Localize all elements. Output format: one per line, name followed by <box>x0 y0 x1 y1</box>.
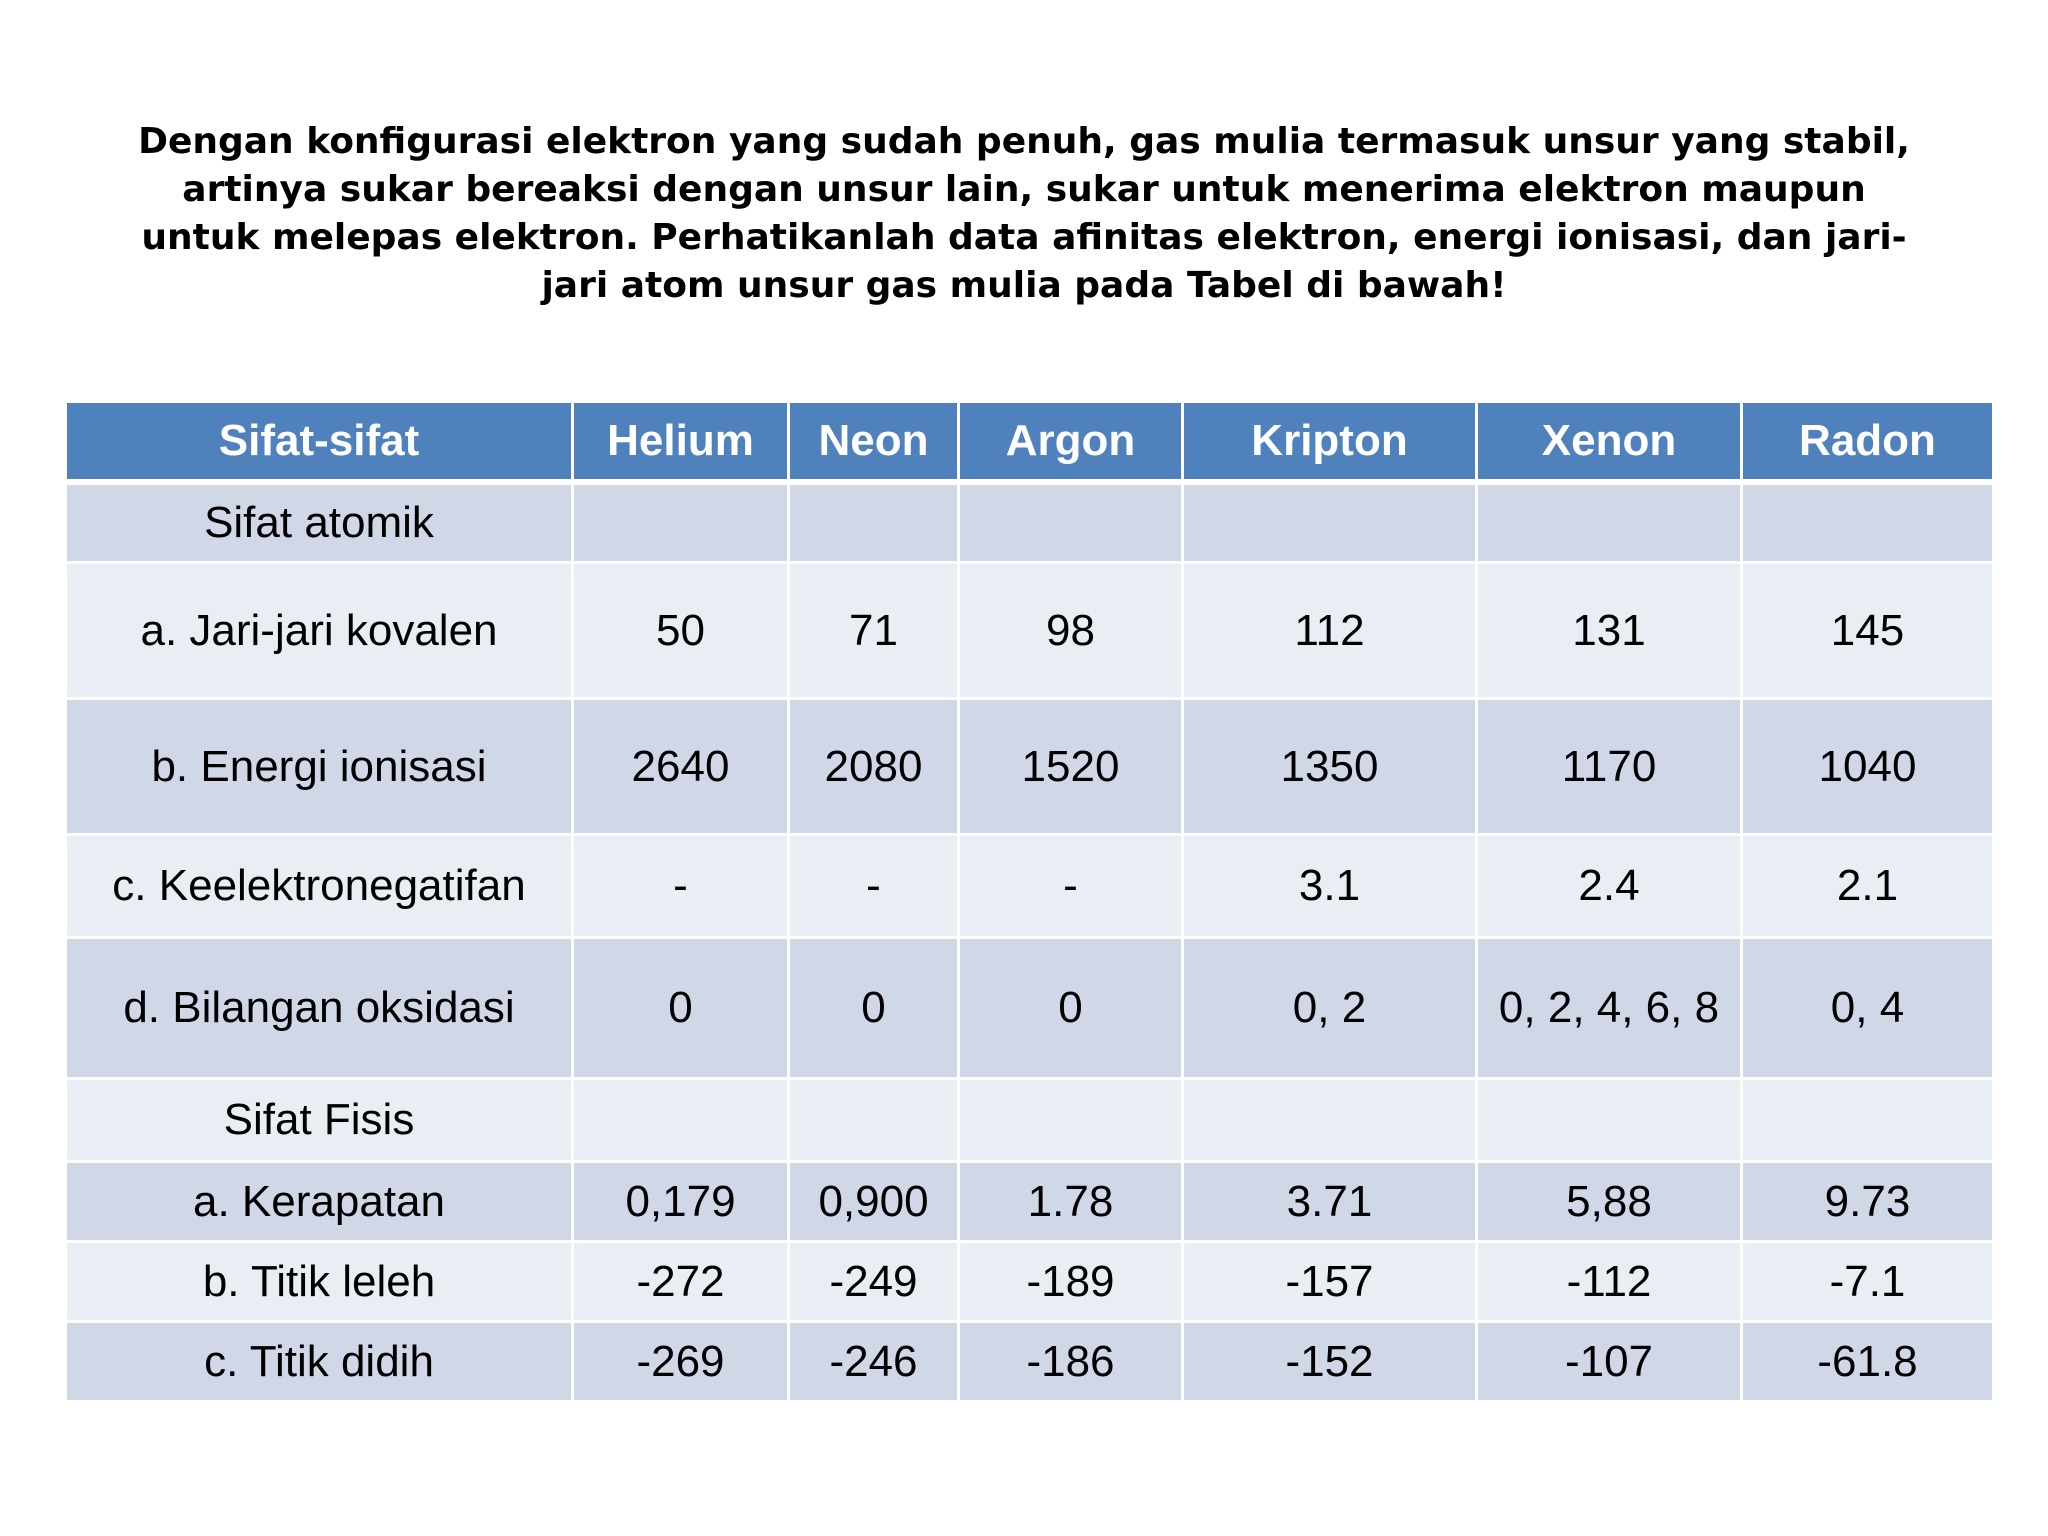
row-label: b. Titik leleh <box>66 1242 573 1322</box>
table-cell: 112 <box>1183 563 1477 699</box>
table-header-row <box>66 402 1994 483</box>
table-cell <box>1183 482 1477 563</box>
table-cell: 0, 4 <box>1742 938 1994 1079</box>
table-row-bilangan-oksidasi <box>66 938 1994 1079</box>
table-cell: 98 <box>959 563 1183 699</box>
table-cell: 3.1 <box>1183 835 1477 938</box>
table-cell: -7.1 <box>1742 1242 1994 1322</box>
table-cell: 0,179 <box>573 1162 789 1242</box>
row-label: a. Jari-jari kovalen <box>66 563 573 699</box>
table-cell <box>1477 1079 1742 1162</box>
table-cell: -186 <box>959 1322 1183 1402</box>
table-cell: -246 <box>789 1322 959 1402</box>
table-cell: 145 <box>1742 563 1994 699</box>
header-sifat-sifat: Sifat-sifat <box>66 402 573 483</box>
row-label: Sifat atomik <box>66 482 573 563</box>
table-cell: -107 <box>1477 1322 1742 1402</box>
row-label: b. Energi ionisasi <box>66 699 573 835</box>
table-cell <box>1477 482 1742 563</box>
header-kripton: Kripton <box>1183 402 1477 483</box>
table-cell: -61.8 <box>1742 1322 1994 1402</box>
table-cell <box>1742 482 1994 563</box>
table-row-titik-didih <box>66 1322 1994 1402</box>
table-cell <box>789 1079 959 1162</box>
table-cell: 9.73 <box>1742 1162 1994 1242</box>
table-row-jari-jari-kovalen <box>66 563 1994 699</box>
table-cell: 0 <box>573 938 789 1079</box>
table-cell: -189 <box>959 1242 1183 1322</box>
table-cell <box>1183 1079 1477 1162</box>
table-cell: 1170 <box>1477 699 1742 835</box>
header-xenon: Xenon <box>1477 402 1742 483</box>
intro-paragraph: Dengan konfigurasi elektron yang sudah penuh, gas mulia termasuk unsur yang stabil, artinya sukar bereaksi dengan unsur lain, sukar untuk menerima elektron maupun untuk melepas elektron. Perhatikanlah data afinitas elektron, energi ionisasi, dan jari-jari atom unsur gas mulia pada Tabel di bawah! <box>138 121 1910 306</box>
table-row-kerapatan <box>66 1162 1994 1242</box>
table-cell: 50 <box>573 563 789 699</box>
row-label: Sifat Fisis <box>66 1079 573 1162</box>
table-cell: 131 <box>1477 563 1742 699</box>
table-cell: -157 <box>1183 1242 1477 1322</box>
table-cell: 71 <box>789 563 959 699</box>
table-cell: - <box>959 835 1183 938</box>
table-cell <box>573 1079 789 1162</box>
table-cell: 0, 2 <box>1183 938 1477 1079</box>
table-cell: 1040 <box>1742 699 1994 835</box>
table-cell: 2080 <box>789 699 959 835</box>
table-cell: 1520 <box>959 699 1183 835</box>
table-cell: 0 <box>789 938 959 1079</box>
row-label: d. Bilangan oksidasi <box>66 938 573 1079</box>
header-argon: Argon <box>959 402 1183 483</box>
header-radon: Radon <box>1742 402 1994 483</box>
table-row-sifat-atomik <box>66 482 1994 563</box>
table-cell: 2.1 <box>1742 835 1994 938</box>
table-cell: 2640 <box>573 699 789 835</box>
table-cell <box>959 1079 1183 1162</box>
table-cell: -272 <box>573 1242 789 1322</box>
table-cell: 0, 2, 4, 6, 8 <box>1477 938 1742 1079</box>
table-cell: -269 <box>573 1322 789 1402</box>
table-cell: -249 <box>789 1242 959 1322</box>
table-row-keelektronegatifan <box>66 835 1994 938</box>
table-cell <box>573 482 789 563</box>
table-cell: 0,900 <box>789 1162 959 1242</box>
table-cell: -112 <box>1477 1242 1742 1322</box>
table-cell <box>789 482 959 563</box>
row-label: c. Titik didih <box>66 1322 573 1402</box>
table-cell: - <box>573 835 789 938</box>
table-cell: 1.78 <box>959 1162 1183 1242</box>
table-cell: 5,88 <box>1477 1162 1742 1242</box>
table-cell <box>959 482 1183 563</box>
table-cell: 3.71 <box>1183 1162 1477 1242</box>
table-cell <box>1742 1079 1994 1162</box>
table-row-energi-ionisasi <box>66 699 1994 835</box>
header-helium: Helium <box>573 402 789 483</box>
table-cell: -152 <box>1183 1322 1477 1402</box>
table-row-titik-leleh <box>66 1242 1994 1322</box>
row-label: c. Keelektronegatifan <box>66 835 573 938</box>
table-cell: 1350 <box>1183 699 1477 835</box>
noble-gas-properties-table <box>64 400 1995 1403</box>
table-cell: 2.4 <box>1477 835 1742 938</box>
table-cell: - <box>789 835 959 938</box>
header-neon: Neon <box>789 402 959 483</box>
table-row-sifat-fisis <box>66 1079 1994 1162</box>
table-cell: 0 <box>959 938 1183 1079</box>
row-label: a. Kerapatan <box>66 1162 573 1242</box>
